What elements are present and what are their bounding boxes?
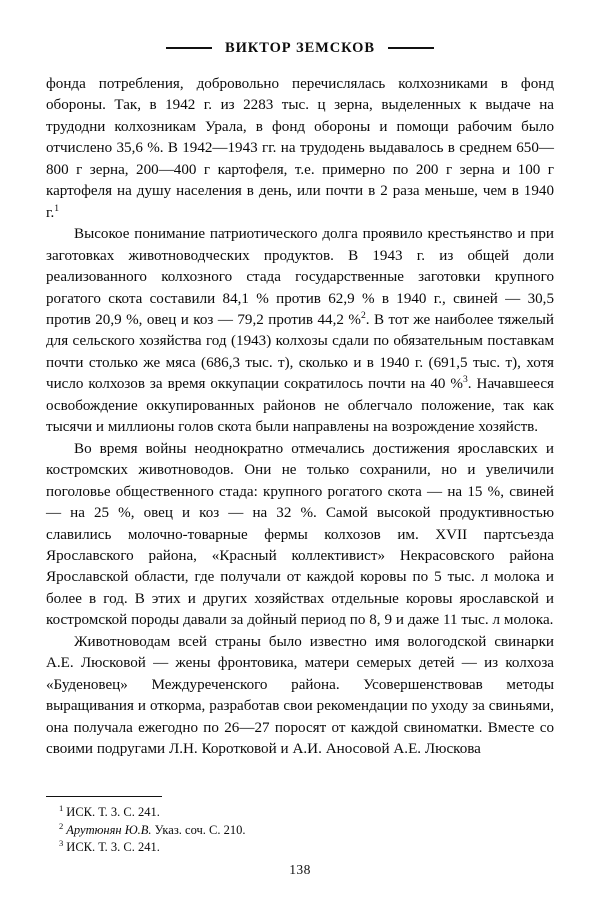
footnote-marker-2: 2 [59, 820, 64, 831]
footnote-text-3: ИСК. Т. 3. С. 241. [66, 839, 160, 854]
footnote-separator-rule [46, 796, 162, 797]
footnote-marker-3: 3 [59, 837, 64, 848]
paragraph-2-segment-3: . Начавшееся освобождение оккупированных районов не облегчало положение, так как тысячи и миллионы голов скота были направлены на возрождение хозяйств. [46, 376, 554, 436]
page-number: 138 [289, 862, 311, 877]
paragraph-2-segment-2: . В тот же наиболее тяжелый для сельского хозяйства год (1943) колхозы сдали по обязательным поставкам почти столько же мяса (686,3 тыс. т), сколько и в 1940 г. (691,5 тыс. т), хотя число колхозов за время оккупации сократилось почти на 40 % [46, 311, 554, 393]
running-head-left-rule [166, 47, 212, 49]
footnote-ref-3[interactable]: 3 [462, 374, 468, 386]
body-text-block [46, 74, 554, 761]
footnote-marker-1: 1 [59, 803, 64, 814]
footnote-text-1: ИСК. Т. 3. С. 241. [66, 805, 160, 820]
paragraph-1-text: фонда потребления, добровольно перечислялась колхозниками в фонд обороны. Так, в 1942 г. из 2283 тыс. ц зерна, выделенных к выдаче на трудодни колхозникам Урала, в фонд обороны и помощи рабочим было отчислено 35,6 %. В 1942—1943 гг. на трудодень выдавалось в среднем 650—800 г зерна, 200—400 г картофеля, т.е. примерно по 200 г зерна и 100 г картофеля на душу населения в день, или почти в 2 раза меньше, чем в 1940 г. [46, 76, 554, 221]
paragraph-1 [46, 74, 554, 224]
footnote-ref-1[interactable]: 1 [54, 202, 60, 214]
footnote-text-2: Указ. соч. С. 210. [151, 822, 246, 837]
running-head-title: ВИКТОР ЗЕМСКОВ [225, 39, 375, 56]
footnote-ref-2[interactable]: 2 [360, 309, 366, 321]
footnote-item-3 [46, 839, 554, 856]
paragraph-3: Во время войны неоднократно отмечались достижения ярославских и костромских животноводов. Они не только сохранили, но и увеличили поголовье общественного стада: крупного рогатого скота — на 15 %, свиней — на 25 %, овец и коз — на 32 %. Самой высокой продуктивностью славились молочно-товарные фермы колхозов им. XVII партсъезда Ярославского района, «Красный коллективист» Некрасовского района Ярославской области, где получали от каждой коровы по 5 тыс. л молока и более в год. В этих и других хозяйствах отдельные коровы ярославской и костромской породы давали за дойный период по 8, 9 и даже 11 тыс. л молока. [46, 440, 554, 629]
footnote-author-2: Арутюнян Ю.В. [66, 822, 152, 837]
paragraph-2-segment-1: Высокое понимание патриотического долга проявило крестьянство и при заготовках животноводческих продуктов. В 1943 г. из общей доли реализованного колхозного стада государственные заготовки крупного рогатого скота составили 84,1 % против 62,9 % в 1940 г., свиней — 30,5 против 20,9 %, овец и коз — 79,2 против 44,2 % [46, 226, 554, 328]
paragraph-2 [46, 224, 554, 439]
footnote-block [46, 796, 554, 856]
running-head [0, 36, 600, 60]
running-head-right-rule [388, 47, 434, 49]
footnote-item-2 [46, 822, 554, 839]
footnote-item-1 [46, 804, 554, 821]
paragraph-4: Животноводам всей страны было известно имя вологодской свинарки А.Е. Люсковой — жены фронтовика, матери семерых детей — из колхоза «Буденовец» Междуреченского района. Усовершенствовав методы выращивания и откорма, разработав свои рекомендации по уходу за свиньями, она получала ежегодно по 26—27 поросят от каждой свиноматки. Вместе со своими подругами Л.Н. Коротковой и А.И. Аносовой А.Е. Люскова [46, 633, 554, 758]
